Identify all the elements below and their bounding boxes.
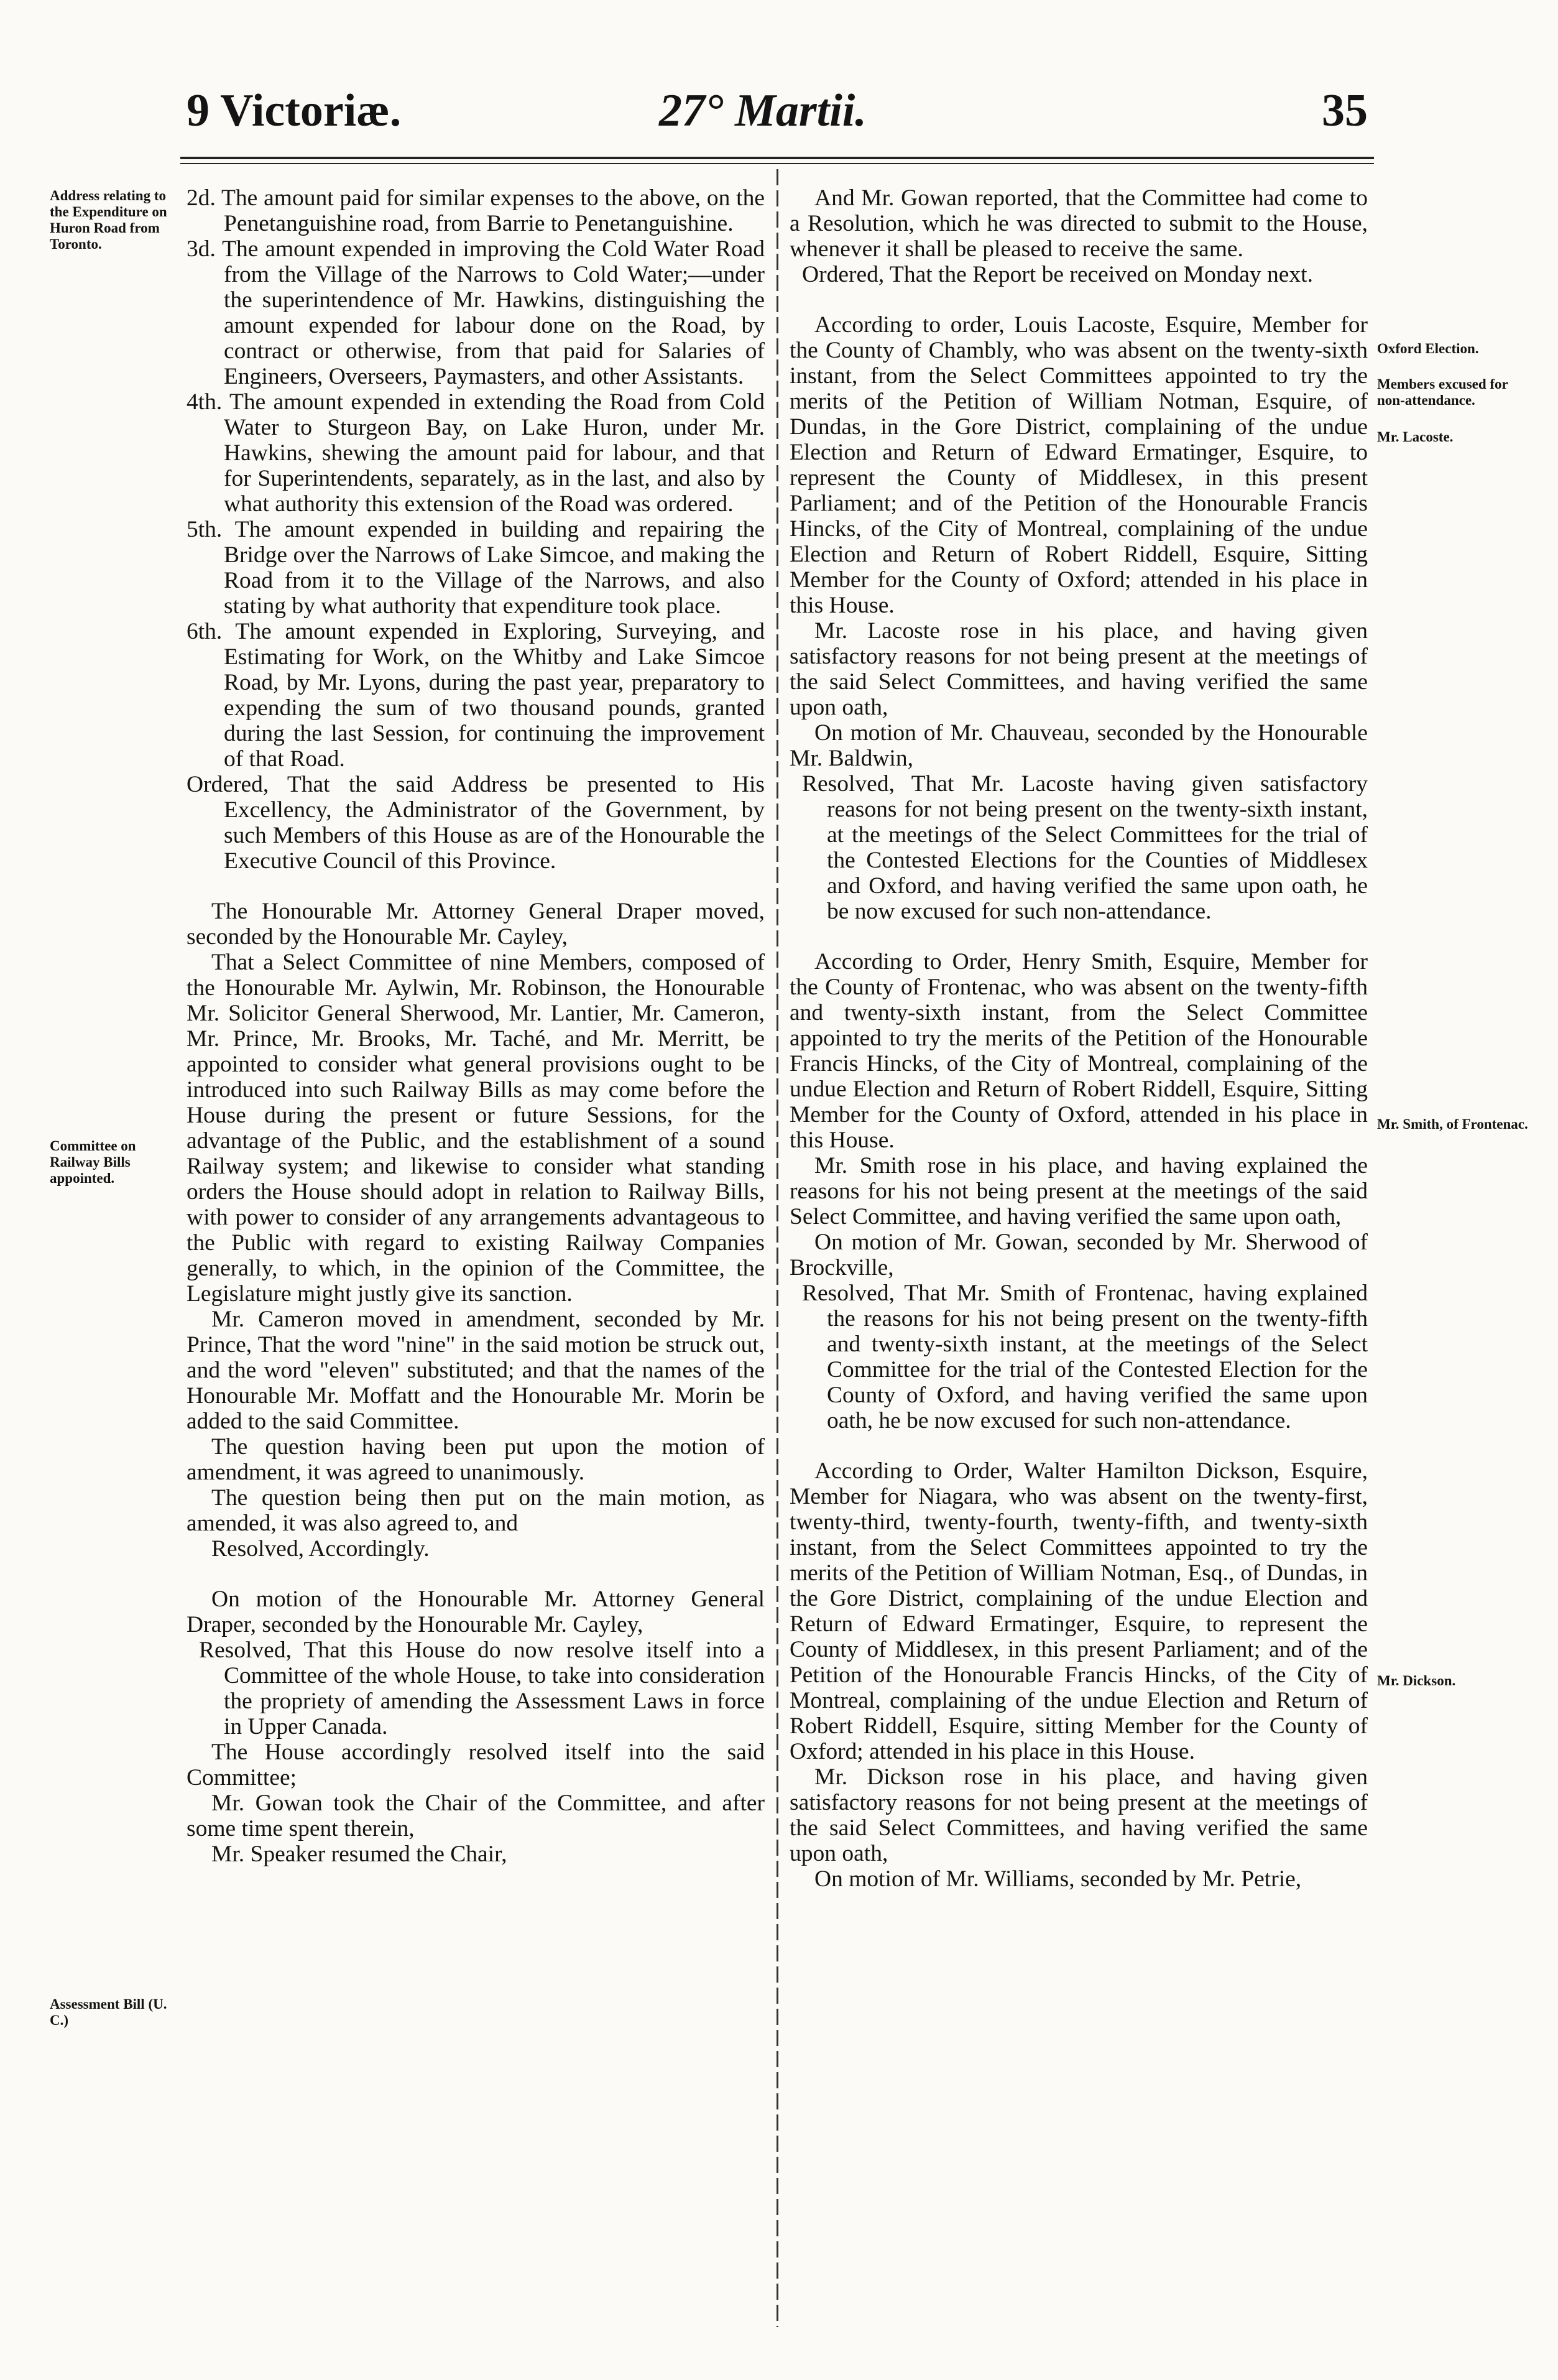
paragraph: 3d. The amount expended in improving the Cold Water Road from the Village of the Narrows to Cold Water;—under the superintendence of Mr. Hawkins, distinguishing the amount expended for labour done on the Road, by contract or otherwise, from that paid for Salaries of Engineers, Overseers, Paymasters, and other Assistants. — [187, 236, 765, 389]
regnal-year: 9 Victoriæ. — [187, 85, 402, 136]
paragraph: Mr. Lacoste rose in his place, and having given satisfactory reasons for not being present at the meetings of the said Select Committees, and having verified the same upon oath, — [790, 618, 1368, 720]
paragraph: Ordered, That the said Address be presented to His Excellency, the Administrator of the Government, by such Members of this House as are of the Honourable the Executive Council of this Province. — [187, 772, 765, 874]
paragraph: The question having been put upon the motion of amendment, it was agreed to unanimously. — [187, 1434, 765, 1485]
paragraph: Resolved, That this House do now resolve itself into a Committee of the whole House, to take into consideration the propriety of amending the Assessment Laws in force in Upper Canada. — [199, 1637, 765, 1739]
margin-note-lacoste: Mr. Lacoste. — [1377, 429, 1454, 445]
paragraph: Mr. Dickson rose in his place, and having given satisfactory reasons for not being present at the meetings of the said Select Committees, and having verified the same upon oath, — [790, 1764, 1368, 1866]
header-rule-thick — [180, 157, 1374, 159]
column-divider — [777, 169, 778, 2327]
paragraph: 2d. The amount paid for similar expenses to the above, on the Penetanguishine road, from Barrie to Penetanguishine. — [187, 185, 765, 236]
header-rule-thin — [180, 163, 1374, 164]
margin-note-committee: Committee on Railway Bills appointed. — [50, 1138, 136, 1186]
paragraph: 6th. The amount expended in Exploring, Surveying, and Estimating for Work, on the Whitby and Lake Simcoe Road, by Mr. Lyons, during the past year, preparatory to expending the sum of two thousand pounds, granted during the last Session, for continuing the improvement of that Road. — [187, 619, 765, 772]
paragraph: According to Order, Walter Hamilton Dickson, Esquire, Member for Niagara, who was absent on the twenty-first, twenty-third, twenty-fourth, twenty-fifth, and twenty-sixth instant, from the Select Committees appointed to try the merits of the Petition of William Notman, Esq., of Dundas, in the Gore District, complaining of the undue Election and Return of Edward Ermatinger, Esquire, to represent the County of Middlesex, in this present Parliament; and of the Petition of the Honourable Francis Hincks, of the City of Montreal, complaining of the undue Election and Return of Robert Riddell, Esquire, sitting Member for the County of Oxford; attended in his place in this House. — [790, 1458, 1368, 1764]
paragraph: And Mr. Gowan reported, that the Committee had come to a Resolution, which he was directed to submit to the House, whenever it shall be pleased to receive the same. — [790, 185, 1368, 262]
paragraph: Resolved, That Mr. Lacoste having given satisfactory reasons for not being present on the twenty-sixth instant, at the meetings of the Select Committees for the trial of the Contested Elections for the Counties of Middlesex and Oxford, and having verified the same upon oath, he be now excused for such non-attendance. — [802, 771, 1368, 924]
paragraph: Mr. Speaker resumed the Chair, — [211, 1841, 507, 1867]
paragraph: According to order, Louis Lacoste, Esquire, Member for the County of Chambly, who was absent on the twenty-sixth instant, from the Select Committees appointed to try the merits of the Petition of William Notman, Esquire, of Dundas, in the Gore District, complaining of the undue Election and Return of Edward Ermatinger, Esquire, to represent the County of Middlesex, in this present Parliament; and of the Petition of the Honourable Francis Hincks, of the City of Montreal, complaining of the undue Election and Return of Robert Riddell, Esquire, Sitting Member for the County of Oxford; attended in his place in this House. — [790, 312, 1368, 618]
margin-note-smith: Mr. Smith, of Frontenac. — [1377, 1116, 1528, 1132]
margin-note-assessment: Assessment Bill (U. C.) — [50, 1996, 167, 2028]
paragraph: 4th. The amount expended in extending the Road from Cold Water to Sturgeon Bay, on Lake Huron, under Mr. Hawkins, shewing the amount paid for labour, and that for Superintendents, separately, as in the last, and also by what authority this extension of the Road was ordered. — [187, 389, 765, 517]
margin-note-excused: Members excused for non-attendance. — [1377, 376, 1508, 408]
paragraph: The Honourable Mr. Attorney General Draper moved, seconded by the Honourable Mr. Cayley, — [187, 899, 765, 950]
paragraph: Resolved, That Mr. Smith of Frontenac, having explained the reasons for his not being present on the twenty-fifth and twenty-sixth instant, at the meetings of the Select Committee for the trial of the Contested Election for the County of Oxford, and having verified the same upon oath, he be now excused for such non-attendance. — [802, 1280, 1368, 1433]
margin-note-dickson: Mr. Dickson. — [1377, 1673, 1456, 1688]
paragraph: That a Select Committee of nine Members, composed of the Honourable Mr. Aylwin, Mr. Robinson, the Honourable Mr. Solicitor General Sherwood, Mr. Lantier, Mr. Cameron, Mr. Prince, Mr. Brooks, Mr. Taché, and Mr. Merritt, be appointed to consider what general provisions ought to be introduced into such Railway Bills as may come before the House during the present or future Sessions, for the advantage of the Public, and the establishment of a sound Railway system; and likewise to consider what standing orders the House should adopt in relation to Railway Bills, with power to consider of any arrangements advantageous to the Public with regard to existing Railway Companies generally, to which, in the opinion of the Committee, the Legislature might justly give its sanction. — [187, 950, 765, 1307]
left-column — [187, 185, 765, 1867]
paragraph: On motion of Mr. Williams, seconded by Mr. Petrie, — [814, 1866, 1302, 1892]
paragraph: Mr. Cameron moved in amendment, seconded by Mr. Prince, That the word "nine" in the said motion be struck out, and the word "eleven" substituted; and that the names of the Honourable Mr. Moffatt and the Honourable Mr. Morin be added to the said Committee. — [187, 1307, 765, 1434]
paragraph: Mr. Gowan took the Chair of the Committee, and after some time spent therein, — [187, 1790, 765, 1841]
paragraph: The question being then put on the main motion, as amended, it was also agreed to, and — [187, 1485, 765, 1536]
page-number: 35 — [1322, 85, 1368, 136]
paragraph: Mr. Smith rose in his place, and having explained the reasons for his not being present at the meetings of the said Select Committee, and having verified the same upon oath, — [790, 1153, 1368, 1229]
paragraph: On motion of Mr. Gowan, seconded by Mr. Sherwood of Brockville, — [790, 1229, 1368, 1280]
date-heading: 27° Martii. — [659, 85, 867, 136]
paragraph: Ordered, That the Report be received on Monday next. — [802, 262, 1313, 287]
paragraph: 5th. The amount expended in building and repairing the Bridge over the Narrows of Lake Simcoe, and making the Road from it to the Village of the Narrows, and also stating by what authority that expenditure took place. — [187, 517, 765, 619]
paragraph: According to Order, Henry Smith, Esquire, Member for the County of Frontenac, who was absent on the twenty-fifth and twenty-sixth instant, from the Select Committee appointed to try the merits of the Petition of the Honourable Francis Hincks, of the City of Montreal, complaining of the undue Election and Return of Robert Riddell, Esquire, Sitting Member for the County of Oxford, attended in his place in this House. — [790, 949, 1368, 1153]
right-column — [790, 185, 1368, 1892]
paragraph: On motion of Mr. Chauveau, seconded by the Honourable Mr. Baldwin, — [790, 720, 1368, 771]
paragraph: Resolved, Accordingly. — [211, 1536, 430, 1562]
paragraph: On motion of the Honourable Mr. Attorney General Draper, seconded by the Honourable Mr. Cayley, — [187, 1586, 765, 1637]
page-header — [187, 80, 1368, 142]
paragraph: The House accordingly resolved itself into the said Committee; — [187, 1739, 765, 1790]
margin-note-address: Address relating to the Expenditure on Huron Road from Toronto. — [50, 188, 167, 252]
margin-note-oxford: Oxford Election. — [1377, 341, 1479, 356]
